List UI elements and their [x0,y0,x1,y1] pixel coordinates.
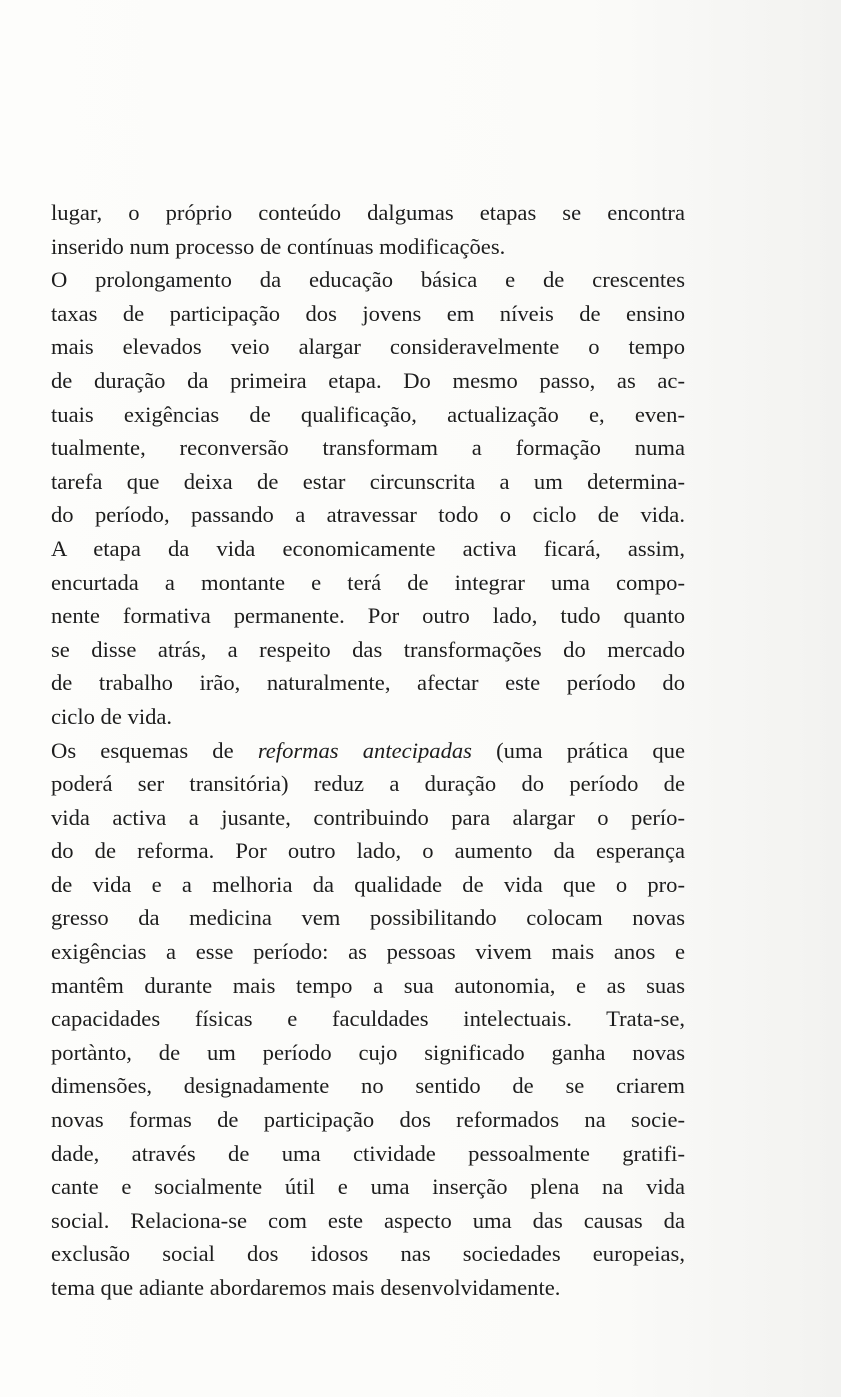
text-line: poderá ser transitória) reduz a duração do período de [51,771,685,797]
text-line: do período, passando a atravessar todo o ciclo de vida. [51,502,685,528]
text-line: vida activa a jusante, contribuindo para alargar o perío- [51,804,685,830]
text-line: O prolongamento da educação básica e de crescentes [51,267,685,293]
text-line: dimensões, designadamente no sentido de se criarem [51,1073,685,1099]
text-line: mantêm durante mais tempo a sua autonomia, e as suas [51,972,685,998]
text-segment: Os esquemas de [51,737,258,763]
text-line: nente formativa permanente. Por outro lado, tudo quanto [51,603,685,629]
text-line: tarefa que deixa de estar circunscrita a um determina- [51,468,685,494]
text-line: capacidades físicas e faculdades intelectuais. Trata-se, [51,1006,685,1032]
text-line: novas formas de participação dos reformados na socie- [51,1107,685,1133]
text-line: se disse atrás, a respeito das transformações do mercado [51,636,685,662]
text-line: lugar, o próprio conteúdo dalgumas etapas se encontra [51,200,685,225]
text-line: tuais exigências de qualificação, actualização e, even- [51,401,685,427]
text-line: exigências a esse período: as pessoas vivem mais anos e [51,939,685,965]
text-line: mais elevados veio alargar consideravelmente o tempo [51,334,685,360]
text-line: cante e socialmente útil e uma inserção plena na vida [51,1174,685,1200]
text-line: dade, através de uma ctividade pessoalmente gratifi- [51,1140,685,1166]
text-line: do de reforma. Por outro lado, o aumento da esperança [51,838,685,864]
text-line: taxas de participação dos jovens em níveis de ensino [51,300,685,326]
text-segment: (uma prática que [471,737,686,763]
text-line: exclusão social dos idosos nas sociedades europeias, [51,1241,685,1267]
text-line: de vida e a melhoria da qualidade de vida que o pro- [51,871,685,897]
text-line: encurtada a montante e terá de integrar uma compo- [51,569,685,595]
text-line: social. Relaciona-se com este aspecto uma das causas da [51,1207,685,1233]
text-line: tualmente, reconversão transformam a formação numa [51,435,685,461]
text-line: inserido num processo de contínuas modificações. [51,233,506,259]
text-line: portànto, de um período cujo significado ganha novas [51,1039,685,1065]
text-line: tema que adiante abordaremos mais desenvolvidamente. [51,1275,561,1300]
text-line: A etapa da vida economicamente activa ficará, assim, [51,535,685,561]
italic-term: reformas antecipadas [257,737,472,763]
body-text [51,196,685,1305]
text-line [51,734,685,768]
text-line: de trabalho irão, naturalmente, afectar este período do [51,670,685,696]
text-line: gresso da medicina vem possibilitando colocam novas [51,905,685,931]
text-line: de duração da primeira etapa. Do mesmo passo, as ac- [51,367,685,393]
text-line: ciclo de vida. [51,703,173,729]
